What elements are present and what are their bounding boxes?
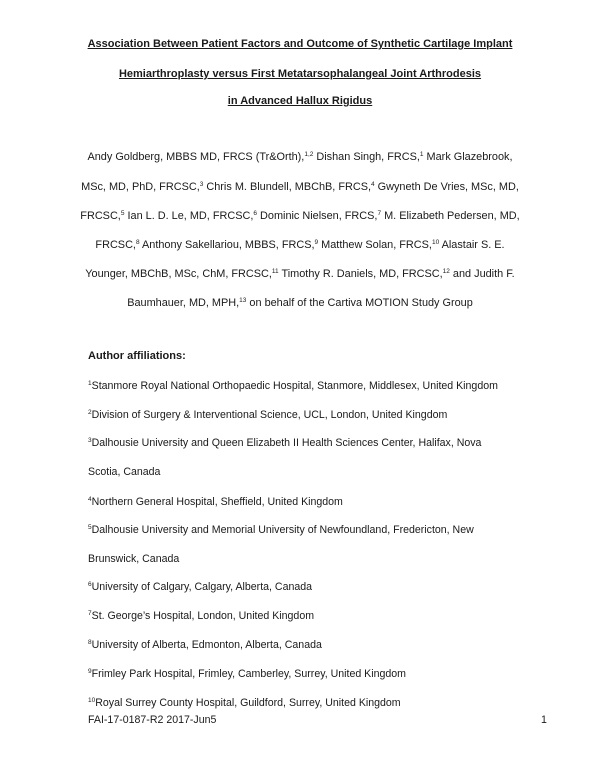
author-line — [80, 268, 520, 280]
affiliation-superscript: 9 — [314, 239, 319, 246]
line-text: Brunswick, Canada — [88, 553, 180, 565]
line-text: Ian L. D. Le, MD, FRCSC, — [124, 210, 254, 222]
affiliation-superscript: 13 — [239, 297, 247, 304]
affiliation-line — [88, 581, 312, 593]
line-text: on behalf of the Cartiva MOTION Study Group — [246, 297, 473, 309]
line-text: FRCSC, — [80, 210, 121, 222]
affiliation-superscript: 4 — [88, 496, 92, 503]
line-text: Gwyneth De Vries, MSc, MD, — [374, 181, 519, 193]
affiliation-line — [88, 524, 474, 536]
affiliation-superscript: 11 — [271, 268, 279, 275]
line-text: Dishan Singh, FRCS, — [313, 151, 420, 163]
affiliation-superscript: 3 — [199, 181, 204, 188]
affiliation-line — [88, 668, 406, 680]
line-text: M. Elizabeth Pedersen, MD, — [381, 210, 520, 222]
affiliation-line — [88, 553, 179, 565]
author-line — [80, 151, 520, 163]
affiliation-superscript: 6 — [253, 210, 257, 217]
affiliation-superscript: 7 — [377, 210, 382, 217]
affiliation-superscript: 8 — [88, 639, 92, 646]
affiliation-superscript: 5 — [120, 210, 125, 217]
line-text: Division of Surgery & Interventional Science, UCL, London, United Kingdom — [91, 409, 448, 421]
line-text: Andy Goldberg, MBBS MD, FRCS (Tr&Orth), — [87, 151, 305, 163]
line-text: Anthony Sakellariou, MBBS, FRCS, — [139, 239, 315, 251]
affiliation-superscript: 8 — [135, 239, 140, 246]
line-text: Dalhousie University and Queen Elizabeth II Health Sciences Center, Halifax, Nova — [91, 437, 482, 449]
affiliation-superscript: 1 — [419, 151, 424, 158]
title-line-3: in Advanced Hallux Rigidus — [227, 95, 373, 107]
line-text: Chris M. Blundell, MBChB, FRCS, — [203, 181, 371, 193]
footer-document-id: FAI-17-0187-R2 2017-Jun5 — [88, 714, 217, 726]
line-text: Dalhousie University and Memorial University of Newfoundland, Fredericton, New — [91, 524, 474, 536]
line-text: FRCSC, — [95, 239, 136, 251]
affiliation-line — [88, 380, 498, 392]
line-text: Matthew Solan, FRCS, — [318, 239, 432, 251]
affiliation-superscript: 5 — [88, 524, 92, 531]
affiliation-superscript: 2 — [88, 409, 92, 416]
line-text: Royal Surrey County Hospital, Guildford, Surrey, United Kingdom — [95, 697, 401, 709]
line-text: Scotia, Canada — [88, 466, 161, 478]
affiliation-superscript: 10 — [88, 697, 96, 704]
affiliation-line — [88, 496, 343, 508]
affiliations-heading: Author affiliations: — [88, 350, 186, 362]
affiliation-line — [88, 437, 481, 449]
line-text: Frimley Park Hospital, Frimley, Camberley, Surrey, United Kingdom — [91, 668, 406, 680]
line-text: University of Calgary, Calgary, Alberta, Canada — [91, 581, 313, 593]
title-line-2: Hemiarthroplasty versus First Metatarsophalangeal Joint Arthrodesis — [118, 68, 482, 80]
affiliation-superscript: 1 — [88, 380, 92, 387]
line-text: Mark Glazebrook, — [423, 151, 513, 163]
affiliation-superscript: 3 — [88, 437, 92, 444]
line-text: Younger, MBChB, MSc, ChM, FRCSC, — [85, 268, 272, 280]
line-text: and Judith F. — [449, 268, 515, 280]
footer-page-number: 1 — [541, 714, 547, 726]
line-text: University of Alberta, Edmonton, Alberta, Canada — [91, 639, 322, 651]
affiliation-superscript: 1,2 — [304, 151, 314, 158]
affiliation-superscript: 7 — [88, 610, 92, 617]
line-text: Northern General Hospital, Sheffield, United Kingdom — [91, 496, 343, 508]
affiliation-line — [88, 466, 160, 478]
line-text: Dominic Nielsen, FRCS, — [257, 210, 378, 222]
affiliation-line — [88, 610, 314, 622]
affiliation-superscript: 6 — [88, 581, 92, 588]
affiliation-line — [88, 697, 401, 709]
line-text: Alastair S. E. — [439, 239, 505, 251]
author-line — [80, 239, 520, 251]
line-text: Stanmore Royal National Orthopaedic Hospital, Stanmore, Middlesex, United Kingdom — [91, 380, 498, 392]
line-text: MSc, MD, PhD, FRCSC, — [81, 181, 200, 193]
author-line — [80, 297, 520, 309]
line-text: Timothy R. Daniels, MD, FRCSC, — [278, 268, 443, 280]
affiliation-line — [88, 409, 447, 421]
affiliation-superscript: 4 — [371, 181, 375, 188]
author-line — [80, 210, 520, 222]
affiliation-superscript: 12 — [442, 268, 450, 275]
affiliation-superscript: 10 — [431, 239, 440, 246]
line-text: St. George’s Hospital, London, United Kingdom — [91, 610, 315, 622]
line-text: Baumhauer, MD, MPH, — [127, 297, 240, 309]
affiliation-line — [88, 639, 322, 651]
affiliation-superscript: 9 — [88, 668, 92, 675]
author-line — [80, 181, 520, 193]
title-line-1: Association Between Patient Factors and Outcome of Synthetic Cartilage Implant — [87, 38, 513, 50]
